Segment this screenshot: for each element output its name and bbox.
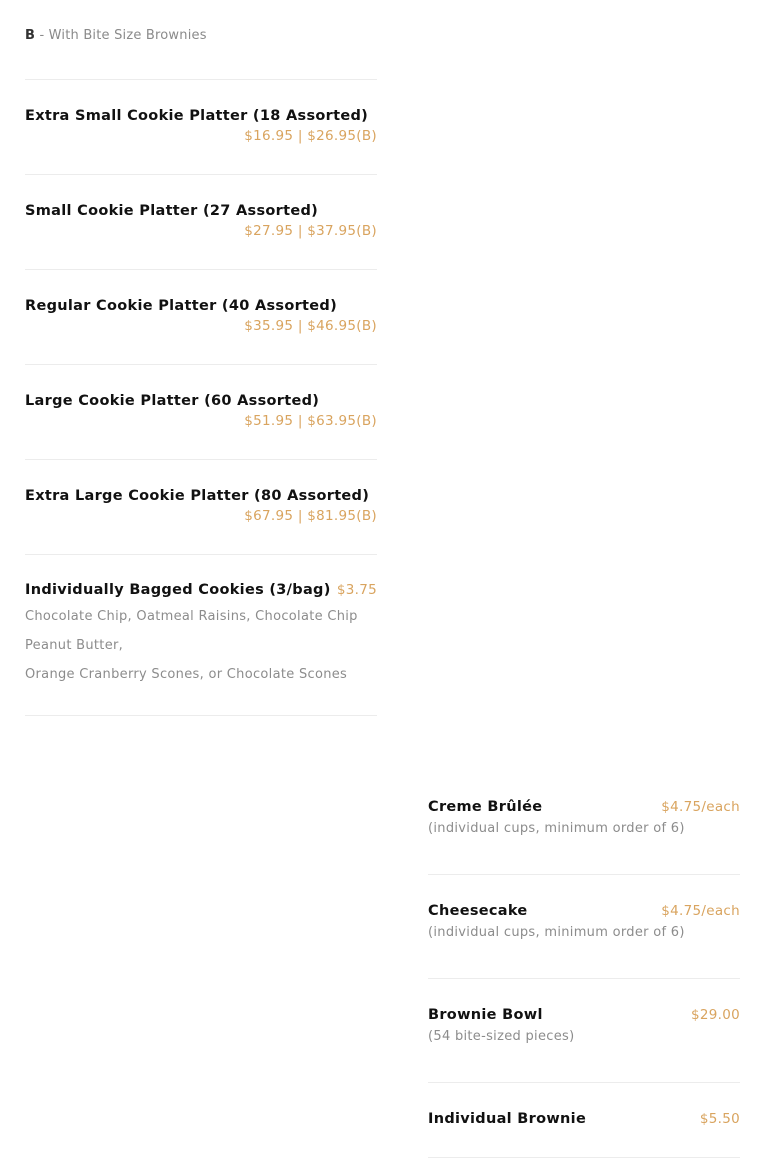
menu-item-small-platter: [25, 175, 377, 269]
menu-item-regular-platter: [25, 270, 377, 364]
item-description: Chocolate Chip, Oatmeal Raisins, Chocolate Chip Peanut Butter,: [25, 609, 358, 653]
dessert-menu-column: [428, 771, 740, 1158]
menu-item-creme-brulee: [428, 771, 740, 874]
item-price: $67.95 | $81.95(B): [244, 508, 377, 524]
item-price: $4.75/each: [661, 903, 740, 919]
menu-item-cheesecake: [428, 875, 740, 978]
brownie-legend: [25, 28, 207, 43]
cookie-menu-column: [25, 79, 377, 716]
item-price: $5.50: [699, 1111, 740, 1127]
menu-item-xs-platter: [25, 80, 377, 174]
item-name: Creme Brûlée: [428, 799, 543, 815]
item-description: (54 bite-sized pieces): [428, 1029, 575, 1044]
item-name: Extra Large Cookie Platter (80 Assorted): [25, 488, 370, 504]
item-name: Individually Bagged Cookies (3/bag): [25, 582, 331, 598]
item-price: $27.95 | $37.95(B): [244, 223, 377, 239]
item-description: (individual cups, minimum order of 6): [428, 925, 685, 940]
item-price: $35.95 | $46.95(B): [244, 318, 377, 334]
divider: [25, 715, 377, 716]
item-name: Small Cookie Platter (27 Assorted): [25, 203, 319, 219]
legend-key: B: [25, 28, 36, 43]
menu-item-individual-brownie: [428, 1083, 740, 1157]
item-name: Cheesecake: [428, 903, 528, 919]
item-description: Orange Cranberry Scones, or Chocolate Scones: [25, 667, 348, 682]
item-name: Large Cookie Platter (60 Assorted): [25, 393, 320, 409]
item-price: $29.00: [690, 1007, 740, 1023]
item-price: $3.75: [336, 582, 377, 598]
item-name: Brownie Bowl: [428, 1007, 543, 1023]
menu-item-large-platter: [25, 365, 377, 459]
item-name: Individual Brownie: [428, 1111, 587, 1127]
menu-item-brownie-bowl: [428, 979, 740, 1082]
item-name: Extra Small Cookie Platter (18 Assorted): [25, 108, 369, 124]
menu-item-xl-platter: [25, 460, 377, 554]
item-price: $16.95 | $26.95(B): [244, 128, 377, 144]
menu-item-bagged-cookies: [25, 555, 377, 715]
item-description: (individual cups, minimum order of 6): [428, 821, 685, 836]
item-name: Regular Cookie Platter (40 Assorted): [25, 298, 338, 314]
legend-text: - With Bite Size Brownies: [35, 28, 207, 43]
item-price: $51.95 | $63.95(B): [244, 413, 377, 429]
item-price: $4.75/each: [661, 799, 740, 815]
